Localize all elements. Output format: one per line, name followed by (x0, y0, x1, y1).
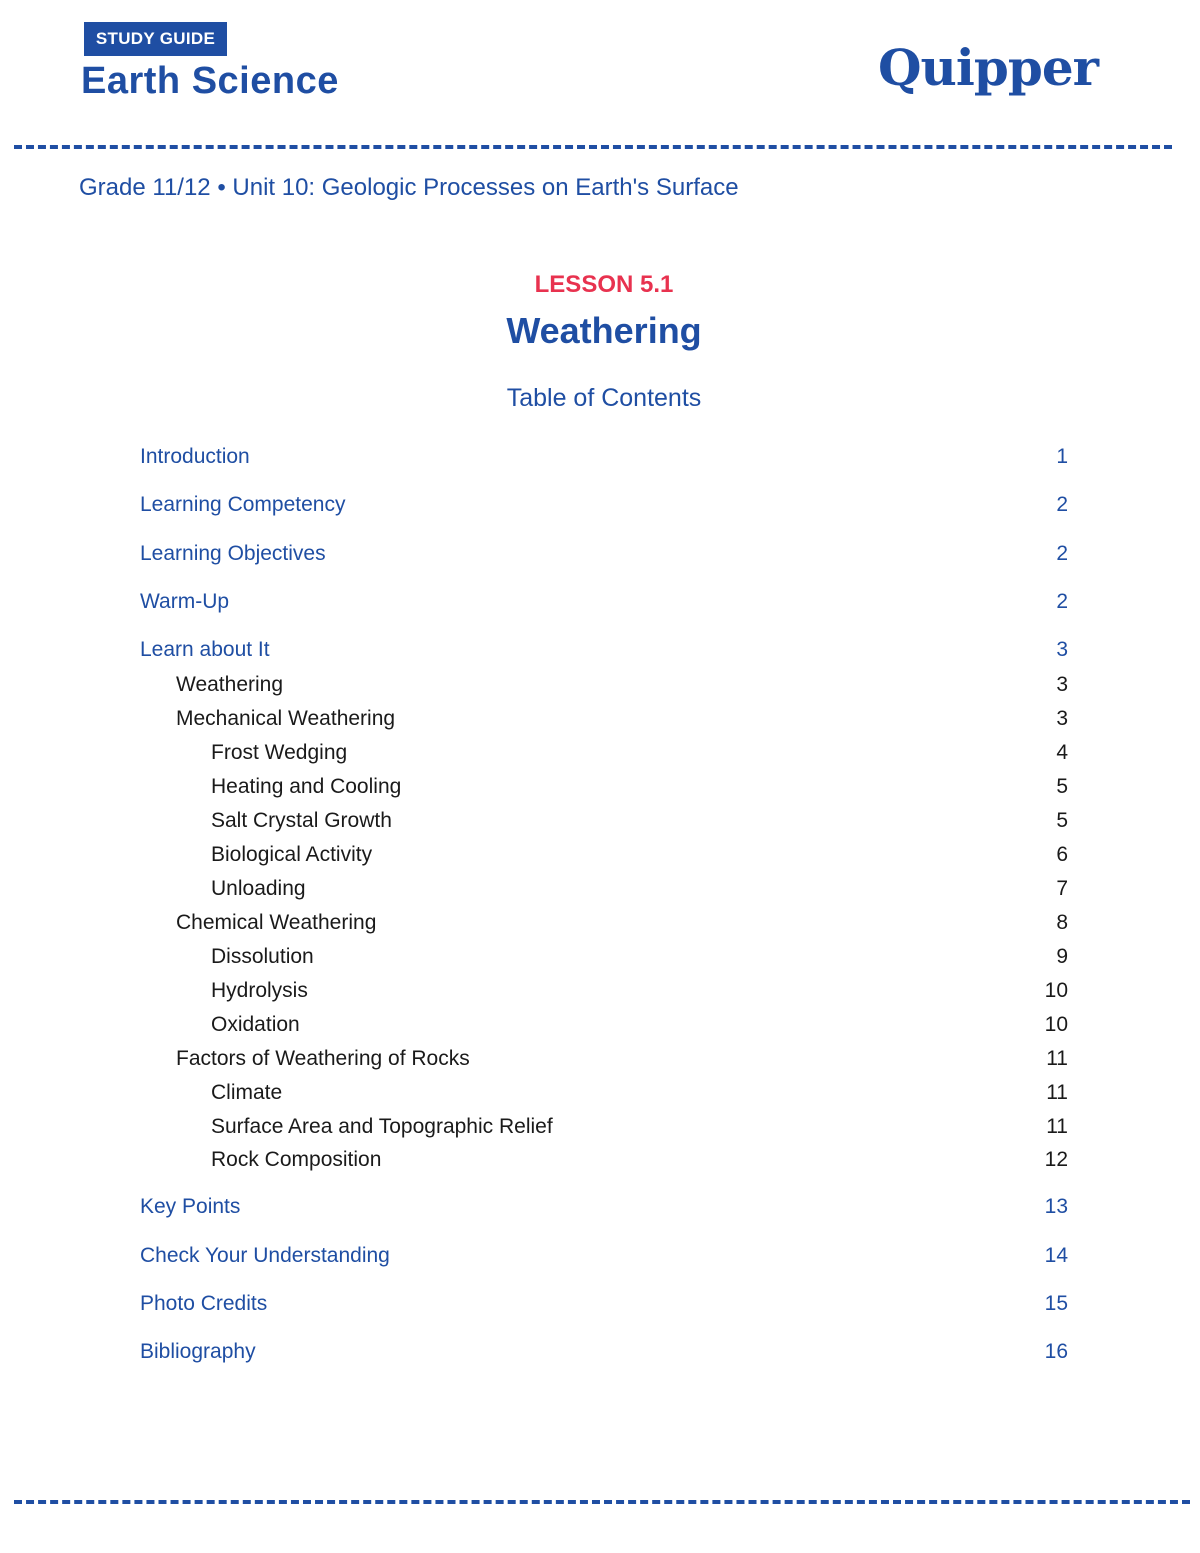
toc-entry-learn-about-it[interactable] (140, 638, 1068, 668)
toc-entry-page: 3 (1056, 707, 1068, 730)
toc-entry-weathering[interactable] (140, 673, 1068, 703)
toc-entry-mechanical-weathering[interactable] (140, 707, 1068, 737)
study-guide-badge: STUDY GUIDE (84, 22, 227, 56)
toc-entry-photo-credits[interactable] (140, 1292, 1068, 1322)
toc-entry-page: 10 (1044, 979, 1068, 1002)
toc-entry-learning-objectives[interactable] (140, 542, 1068, 572)
toc-entry-label: Rock Composition (211, 1148, 382, 1171)
toc-entry-page: 7 (1056, 877, 1068, 900)
toc-entry-key-points[interactable] (140, 1195, 1068, 1225)
toc-entry-label: Heating and Cooling (211, 775, 402, 798)
toc-entry-page: 9 (1056, 945, 1068, 968)
toc-entry-salt-crystal-growth[interactable] (140, 809, 1068, 839)
toc-entry-page: 3 (1056, 638, 1068, 661)
toc-entry-label: Salt Crystal Growth (211, 809, 392, 832)
toc-entry-label: Hydrolysis (211, 979, 308, 1002)
toc-entry-label: Learning Competency (140, 493, 346, 516)
toc-entry-chemical-weathering[interactable] (140, 911, 1068, 941)
toc-entry-page: 2 (1056, 542, 1068, 565)
toc-entry-label: Key Points (140, 1195, 241, 1218)
toc-entry-page: 5 (1056, 775, 1068, 798)
toc-entry-dissolution[interactable] (140, 945, 1068, 975)
toc-entry-introduction[interactable] (140, 445, 1068, 475)
toc-entry-check-your-understanding[interactable] (140, 1244, 1068, 1274)
toc-entry-label: Introduction (140, 445, 250, 468)
toc-entry-page: 15 (1044, 1292, 1068, 1315)
toc-entry-label: Climate (211, 1081, 283, 1104)
toc-entry-page: 16 (1044, 1340, 1068, 1363)
toc-entry-page: 11 (1046, 1047, 1068, 1070)
toc-entry-rock-composition[interactable] (140, 1148, 1068, 1178)
toc-entry-frost-wedging[interactable] (140, 741, 1068, 771)
toc-entry-oxidation[interactable] (140, 1013, 1068, 1043)
toc-entry-label: Surface Area and Topographic Relief (211, 1115, 553, 1138)
toc-entry-unloading[interactable] (140, 877, 1068, 907)
toc-entry-bibliography[interactable] (140, 1340, 1068, 1370)
quipper-logo: Quipper (878, 38, 1098, 97)
toc-entry-page: 10 (1044, 1013, 1068, 1036)
toc-entry-page: 8 (1056, 911, 1068, 934)
toc-entry-label: Weathering (176, 673, 284, 696)
toc-entry-page: 2 (1056, 493, 1068, 516)
toc-entry-heating-and-cooling[interactable] (140, 775, 1068, 805)
toc-entry-label: Unloading (211, 877, 306, 900)
toc-entry-surface-area[interactable] (140, 1115, 1068, 1145)
toc-entry-page: 2 (1056, 590, 1068, 613)
toc-entry-hydrolysis[interactable] (140, 979, 1068, 1009)
toc-entry-label: Chemical Weathering (176, 911, 377, 934)
lesson-title: Weathering (506, 310, 702, 351)
toc-entry-label: Oxidation (211, 1013, 300, 1036)
toc-entry-label: Check Your Understanding (140, 1244, 390, 1267)
toc-entry-label: Bibliography (140, 1340, 256, 1363)
toc-entry-page: 5 (1056, 809, 1068, 832)
toc-entry-page: 14 (1044, 1244, 1068, 1267)
unit-line: Grade 11/12 • Unit 10: Geologic Processes on Earth's Surface (79, 174, 739, 201)
toc-entry-page: 3 (1056, 673, 1068, 696)
toc-entry-page: 12 (1044, 1148, 1068, 1171)
toc-entry-label: Learn about It (140, 638, 270, 661)
toc-entry-label: Warm-Up (140, 590, 230, 613)
toc-entry-label: Mechanical Weathering (176, 707, 396, 730)
top-divider (14, 145, 1172, 149)
subject-title: Earth Science (81, 60, 339, 102)
toc-entry-page: 13 (1044, 1195, 1068, 1218)
toc-entry-page: 11 (1046, 1081, 1068, 1104)
bottom-divider (14, 1500, 1190, 1504)
toc-entry-label: Learning Objectives (140, 542, 326, 565)
toc-entry-label: Dissolution (211, 945, 314, 968)
toc-entry-learning-competency[interactable] (140, 493, 1068, 523)
toc-entry-warm-up[interactable] (140, 590, 1068, 620)
toc-heading: Table of Contents (506, 384, 702, 412)
toc-entry-page: 6 (1056, 843, 1068, 866)
toc-entry-factors-of-weathering[interactable] (140, 1047, 1068, 1077)
toc-entry-page: 11 (1046, 1115, 1068, 1138)
toc-entry-page: 1 (1056, 445, 1068, 468)
toc-entry-label: Biological Activity (211, 843, 373, 866)
toc-entry-label: Frost Wedging (211, 741, 348, 764)
toc-entry-page: 4 (1056, 741, 1068, 764)
toc-entry-climate[interactable] (140, 1081, 1068, 1111)
toc-entry-label: Factors of Weathering of Rocks (176, 1047, 470, 1070)
toc-entry-biological-activity[interactable] (140, 843, 1068, 873)
lesson-label: LESSON 5.1 (534, 271, 674, 298)
toc-entry-label: Photo Credits (140, 1292, 268, 1315)
